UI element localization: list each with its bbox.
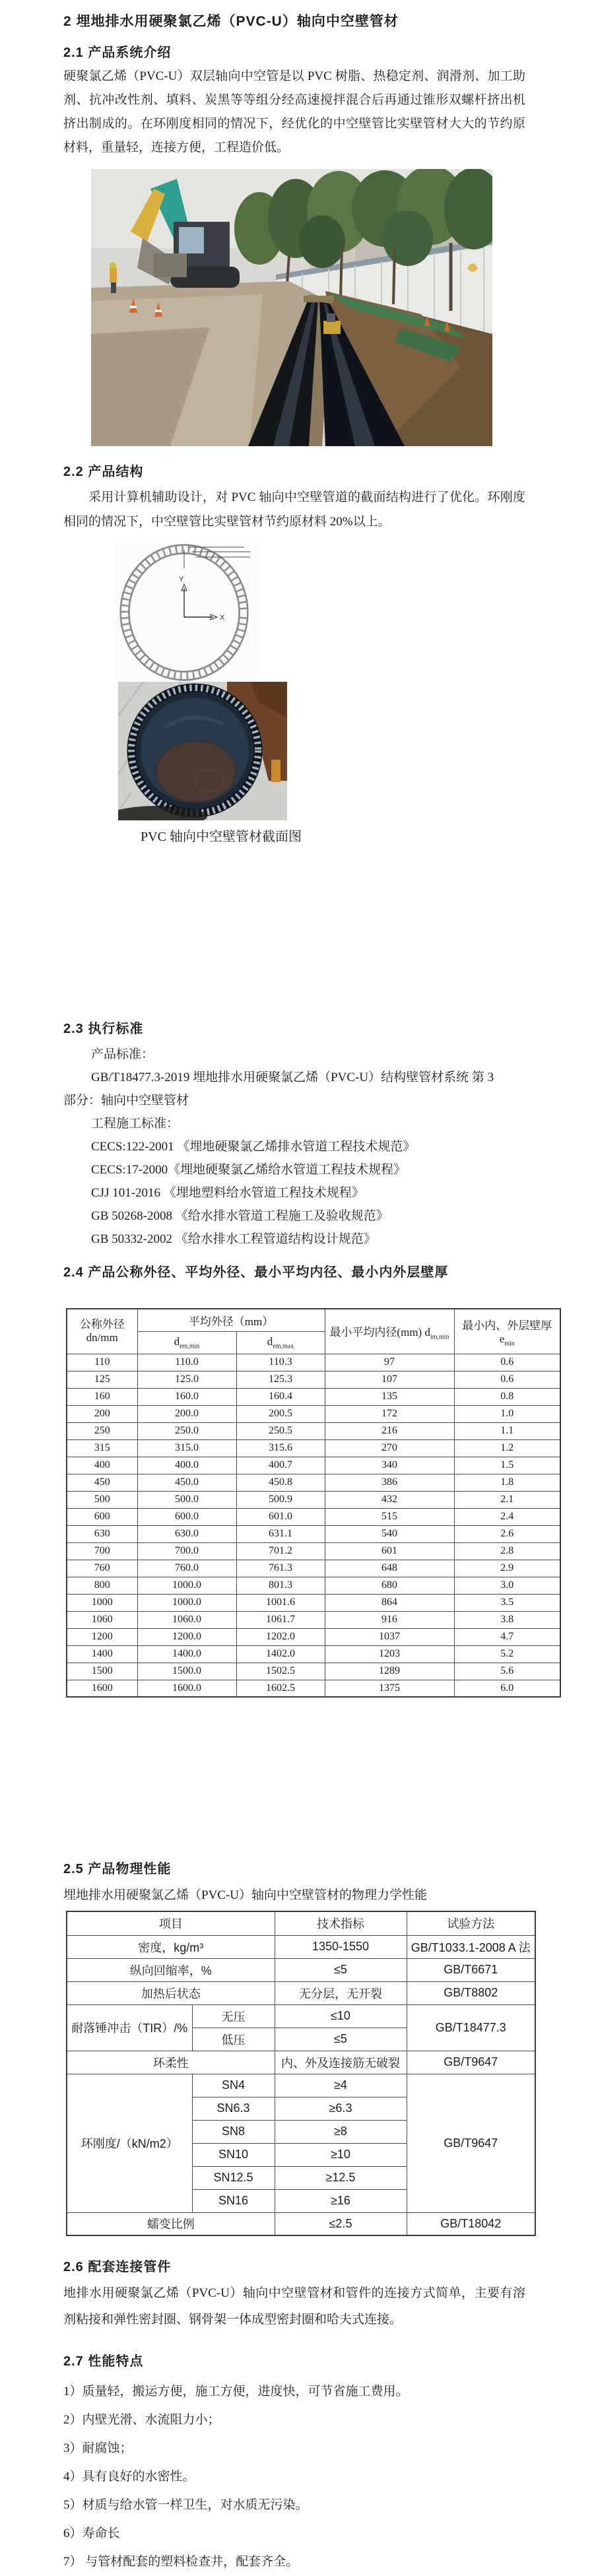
feature-list	[63, 2377, 525, 2576]
table-cell: 315.6	[236, 1439, 325, 1457]
table-cell: 864	[325, 1594, 454, 1611]
table-row	[67, 1560, 560, 1577]
phys-value: 无分层，无开裂	[275, 1981, 407, 2004]
table-cell: 2.9	[454, 1560, 560, 1577]
paragraph-2-6: 地排水用硬聚氯乙烯（PVC-U）轴向中空壁管材和管件的连接方式简单，主要有溶剂粘接和弹性密封圈、钢骨架一体成型密封圈和哈夫式连接。	[63, 2286, 525, 2327]
heading-2-2: 2.2 产品结构	[63, 465, 144, 479]
table-cell: 216	[325, 1422, 454, 1439]
table-cell: 1.2	[454, 1439, 560, 1457]
phys-item: 耐落锤冲击（TIR）/%	[67, 2004, 192, 2051]
cross-section-figures	[114, 543, 430, 820]
table-cell: 761.3	[236, 1560, 325, 1577]
table-cell: 400.7	[236, 1457, 325, 1474]
table-cell: 2.1	[454, 1491, 560, 1508]
table-row	[67, 1628, 560, 1645]
phys-method: GB/T1033.1-2008 A 法	[407, 1935, 535, 1958]
table-cell: 450	[67, 1474, 137, 1491]
phys-subitem: 低压	[192, 2028, 275, 2051]
table-row	[67, 1508, 560, 1525]
phys-subitem: SN12.5	[192, 2166, 275, 2189]
table-cell: 1600	[67, 1680, 137, 1697]
phys-value: ≥10	[275, 2143, 407, 2166]
table-row	[67, 1542, 560, 1560]
phys-value: 内、外及连接筋无破裂	[275, 2051, 407, 2074]
page-title: 2 埋地排水用硬聚氯乙烯（PVC-U）轴向中空壁管材	[63, 14, 399, 29]
feature-item: 4）具有良好的水密性。	[63, 2470, 195, 2484]
table-cell: 1200.0	[137, 1628, 236, 1645]
table-cell: 0.6	[454, 1371, 560, 1388]
table-row	[67, 1439, 560, 1457]
table-cell: 1001.6	[236, 1594, 325, 1611]
paragraph-2-1: 硬聚氯乙烯（PVC-U）双层轴向中空管是以 PVC 树脂、热稳定剂、润滑剂、加工助剂、抗冲改性剂、填料、炭黑等等组分经高速搅拌混合后再通过锥形双螺杆挤出机挤出制成的。在环刚度相同的情况下，经优化的中空壁管比实壁管材大大的节约原材料，重量轻，连接方便，工程造价低。	[63, 69, 525, 154]
table-cell: 540	[325, 1525, 454, 1542]
phys-subitem: SN6.3	[192, 2097, 275, 2120]
phys-value: ≥8	[275, 2120, 407, 2143]
standards-list	[63, 1043, 525, 1251]
col-header-dem-min: $d_{em,min}$	[137, 1331, 236, 1354]
table-cell: 125.3	[236, 1371, 325, 1388]
table-cell: 1602.5	[236, 1680, 325, 1697]
table-cell: 160.0	[137, 1388, 236, 1405]
table-cell: 701.2	[236, 1542, 325, 1560]
table-cell: 5.2	[454, 1645, 560, 1663]
table-cell: 400	[67, 1457, 137, 1474]
feature-item: 5）材质与给水管一样卫生，对水质无污染。	[63, 2498, 308, 2512]
heading-2-4: 2.4 产品公称外径、平均外径、最小平均内径、最小内外层壁厚	[63, 1265, 449, 1280]
standard-line: 工程施工标准：	[91, 1117, 180, 1131]
table-cell: 1203	[325, 1645, 454, 1663]
phys-item: 蠕变比例	[67, 2212, 275, 2235]
table-cell: 800	[67, 1577, 137, 1594]
axis-x-label: X	[220, 614, 225, 622]
standard-line: CJJ 101-2016 《埋地塑料给水管道工程技术规程》	[91, 1186, 364, 1200]
table-cell: 916	[325, 1611, 454, 1628]
phys-item: 纵向回缩率，%	[67, 1958, 275, 1981]
standard-line: GB 50332-2002 《给水排水工程管道结构设计规范》	[91, 1232, 376, 1246]
phys-subitem: SN4	[192, 2074, 275, 2097]
table-cell: 1202.0	[236, 1628, 325, 1645]
table-cell: 601.0	[236, 1508, 325, 1525]
table-cell: 1.0	[454, 1405, 560, 1422]
table-row	[67, 1645, 560, 1663]
table-cell: 110.3	[236, 1354, 325, 1371]
table-row	[67, 1371, 560, 1388]
table-cell: 760	[67, 1560, 137, 1577]
table-cell: 3.0	[454, 1577, 560, 1594]
table-cell: 801.3	[236, 1577, 325, 1594]
table-cell: 1400.0	[137, 1645, 236, 1663]
table-cell: 1000	[67, 1594, 137, 1611]
table-row	[67, 2004, 535, 2028]
table-row	[67, 1474, 560, 1491]
table-cell: 450.0	[137, 1474, 236, 1491]
phys-item: 环柔性	[67, 2051, 275, 2074]
table-cell: 1.5	[454, 1457, 560, 1474]
phys-value: ≥4	[275, 2074, 407, 2097]
phys-subitem: 无压	[192, 2004, 275, 2028]
table-row	[67, 1981, 535, 2004]
table-cell: 400.0	[137, 1457, 236, 1474]
col-header-avg-od: 平均外径（mm）	[137, 1309, 325, 1331]
table-row	[67, 1958, 535, 1981]
standard-line: 部分：轴向中空壁管材	[63, 1094, 189, 1107]
standard-line: 产品标准：	[91, 1047, 154, 1061]
table-cell: 1000.0	[137, 1577, 236, 1594]
phys-value: ≤5	[275, 2028, 407, 2051]
table-cell: 1.1	[454, 1422, 560, 1439]
phys-value: ≤2.5	[275, 2212, 407, 2235]
construction-site-photo	[91, 169, 492, 446]
table-cell: 315.0	[137, 1439, 236, 1457]
table-cell: 315	[67, 1439, 137, 1457]
phys-method: GB/T9647	[407, 2051, 535, 2074]
table-cell: 2.4	[454, 1508, 560, 1525]
heading-2-5: 2.5 产品物理性能	[63, 1862, 172, 1876]
table-cell: 600	[67, 1508, 137, 1525]
table-cell: 160	[67, 1388, 137, 1405]
table-cell: 500.0	[137, 1491, 236, 1508]
table-row	[67, 2051, 535, 2074]
pipe-cross-section-diagram	[114, 543, 257, 682]
phys-col-index: 技术指标	[275, 1911, 407, 1935]
table-cell: 200	[67, 1405, 137, 1422]
dimensions-table	[66, 1308, 561, 1698]
pipe-body	[128, 684, 261, 816]
table-cell: 200.5	[236, 1405, 325, 1422]
figure-caption: PVC 轴向中空壁管材截面图	[141, 830, 302, 844]
table-row	[67, 1491, 560, 1508]
table-cell: 1375	[325, 1680, 454, 1697]
table-row	[67, 1611, 560, 1628]
table-cell: 1060	[67, 1611, 137, 1628]
table-cell: 250.5	[236, 1422, 325, 1439]
phys-value: ≥6.3	[275, 2097, 407, 2120]
axis-y-label: Y	[179, 576, 184, 583]
table-cell: 250.0	[137, 1422, 236, 1439]
table-cell: 1060.0	[137, 1611, 236, 1628]
table-cell: 125	[67, 1371, 137, 1388]
table-cell: 450.8	[236, 1474, 325, 1491]
table-cell: 700.0	[137, 1542, 236, 1560]
col-header-dn: 公称外径 dn/mm	[67, 1309, 137, 1354]
table-cell: 386	[325, 1474, 454, 1491]
table-cell: 1500.0	[137, 1663, 236, 1680]
table-cell: 97	[325, 1354, 454, 1371]
table-cell: 600.0	[137, 1508, 236, 1525]
table-cell: 1.8	[454, 1474, 560, 1491]
phys-value: ≤10	[275, 2004, 407, 2028]
table-row	[67, 1663, 560, 1680]
table-cell: 515	[325, 1508, 454, 1525]
phys-item: 加热后状态	[67, 1981, 275, 2004]
phys-subitem: SN10	[192, 2143, 275, 2166]
table-cell: 2.8	[454, 1542, 560, 1560]
col-header-dem-max: $d_{em,max}$	[236, 1331, 325, 1354]
table-cell: 500	[67, 1491, 137, 1508]
feature-item: 1）质量轻，搬运方便，施工方便，进度快，可节省施工费用。	[63, 2385, 409, 2398]
table-cell: 0.8	[454, 1388, 560, 1405]
table-cell: 107	[325, 1371, 454, 1388]
table-cell: 2.6	[454, 1525, 560, 1542]
phys-subitem: SN8	[192, 2120, 275, 2143]
table-cell: 250	[67, 1422, 137, 1439]
table-row	[67, 1577, 560, 1594]
phys-value: ≤5	[275, 1958, 407, 1981]
dimensions-table-body	[67, 1354, 560, 1697]
phys-method: GB/T18477.3	[407, 2004, 535, 2051]
table-row	[67, 1935, 535, 1958]
standard-line: GB 50268-2008 《给水排水管道工程施工及验收规范》	[91, 1209, 389, 1223]
physical-table-subtitle: 埋地排水用硬聚氯乙烯（PVC-U）轴向中空壁管材的物理力学性能	[63, 1888, 428, 1902]
col-header-min-wall: 最小内、外层壁厚 $e_{min}$	[454, 1309, 560, 1354]
heading-2-3: 2.3 执行标准	[63, 1022, 144, 1036]
phys-method: GB/T8802	[407, 1981, 535, 2004]
table-cell: 680	[325, 1577, 454, 1594]
heading-2-7: 2.7 性能特点	[63, 2354, 144, 2369]
feature-item: 6）寿命长	[63, 2526, 120, 2540]
table-cell: 3.8	[454, 1611, 560, 1628]
table-row	[67, 1405, 560, 1422]
phys-method: GB/T9647	[407, 2074, 535, 2212]
table-cell: 172	[325, 1405, 454, 1422]
table-cell: 135	[325, 1388, 454, 1405]
table-cell: 1402.0	[236, 1645, 325, 1663]
standard-line: GB/T18477.3-2019 埋地排水用硬聚氯乙烯（PVC-U）结构壁管材系统 第 3	[91, 1071, 494, 1084]
heading-2-1: 2.1 产品系统介绍	[63, 46, 172, 60]
table-row	[67, 2074, 535, 2097]
table-cell: 6.0	[454, 1680, 560, 1697]
table-cell: 1061.7	[236, 1611, 325, 1628]
physical-properties-table	[66, 1911, 536, 2236]
table-cell: 4.7	[454, 1628, 560, 1645]
phys-method: GB/T6671	[407, 1958, 535, 1981]
table-row	[67, 1594, 560, 1611]
table-cell: 700	[67, 1542, 137, 1560]
table-cell: 1037	[325, 1628, 454, 1645]
table-cell: 3.5	[454, 1594, 560, 1611]
phys-col-method: 试验方法	[407, 1911, 535, 1935]
col-header-min-id: 最小平均内径(mm) $d_{im,min}$	[325, 1309, 454, 1354]
phys-method: GB/T18042	[407, 2212, 535, 2235]
table-cell: 110.0	[137, 1354, 236, 1371]
phys-item: 环刚度/（kN/m2）	[67, 2074, 192, 2212]
paragraph-2-2: 采用计算机辅助设计，对 PVC 轴向中空壁管道的截面结构进行了优化。环刚度相同的情况下，中空壁管比实壁管材节约原材料 20%以上。	[63, 490, 525, 529]
table-cell: 630.0	[137, 1525, 236, 1542]
table-cell: 270	[325, 1439, 454, 1457]
phys-value: ≥16	[275, 2189, 407, 2212]
table-cell: 601	[325, 1542, 454, 1560]
table-row	[67, 1388, 560, 1405]
feature-item: 3）耐腐蚀；	[63, 2441, 133, 2455]
document-page	[0, 11, 594, 2576]
phys-value: 1350-1550	[275, 1935, 407, 1958]
heading-2-6: 2.6 配套连接管件	[63, 2260, 172, 2274]
table-cell: 340	[325, 1457, 454, 1474]
construction-photo-image	[91, 169, 492, 446]
pipe-cross-section-photo	[118, 682, 287, 820]
phys-value: ≥12.5	[275, 2166, 407, 2189]
table-cell: 760.0	[137, 1560, 236, 1577]
table-cell: 1289	[325, 1663, 454, 1680]
standard-line: CECS:17-2000《埋地硬聚氯乙烯给水管道工程技术规程》	[91, 1163, 407, 1177]
table-row	[67, 1680, 560, 1697]
table-cell: 630	[67, 1525, 137, 1542]
table-row	[67, 1422, 560, 1439]
table-row	[67, 2212, 535, 2235]
table-cell: 1000.0	[137, 1594, 236, 1611]
table-row	[67, 1525, 560, 1542]
phys-item: 密度，kg/m³	[67, 1935, 275, 1958]
table-cell: 1600.0	[137, 1680, 236, 1697]
table-cell: 1502.5	[236, 1663, 325, 1680]
phys-subitem: SN16	[192, 2189, 275, 2212]
phys-col-item: 项目	[67, 1911, 275, 1935]
table-cell: 160.4	[236, 1388, 325, 1405]
table-row	[67, 1457, 560, 1474]
table-cell: 432	[325, 1491, 454, 1508]
table-cell: 200.0	[137, 1405, 236, 1422]
table-cell: 110	[67, 1354, 137, 1371]
feature-item: 2）内壁光滑、水流阻力小；	[63, 2413, 220, 2427]
table-cell: 1200	[67, 1628, 137, 1645]
table-cell: 500.9	[236, 1491, 325, 1508]
table-cell: 0.6	[454, 1354, 560, 1371]
table-cell: 1400	[67, 1645, 137, 1663]
table-cell: 125.0	[137, 1371, 236, 1388]
table-cell: 648	[325, 1560, 454, 1577]
table-cell: 1500	[67, 1663, 137, 1680]
table-row	[67, 1354, 560, 1371]
standard-line: CECS:122-2001 《埋地硬聚氯乙烯排水管道工程技术规范》	[91, 1140, 416, 1154]
table-cell: 631.1	[236, 1525, 325, 1542]
feature-item: 7） 与管材配套的塑料检查井，配套齐全。	[63, 2555, 299, 2569]
table-cell: 5.6	[454, 1663, 560, 1680]
